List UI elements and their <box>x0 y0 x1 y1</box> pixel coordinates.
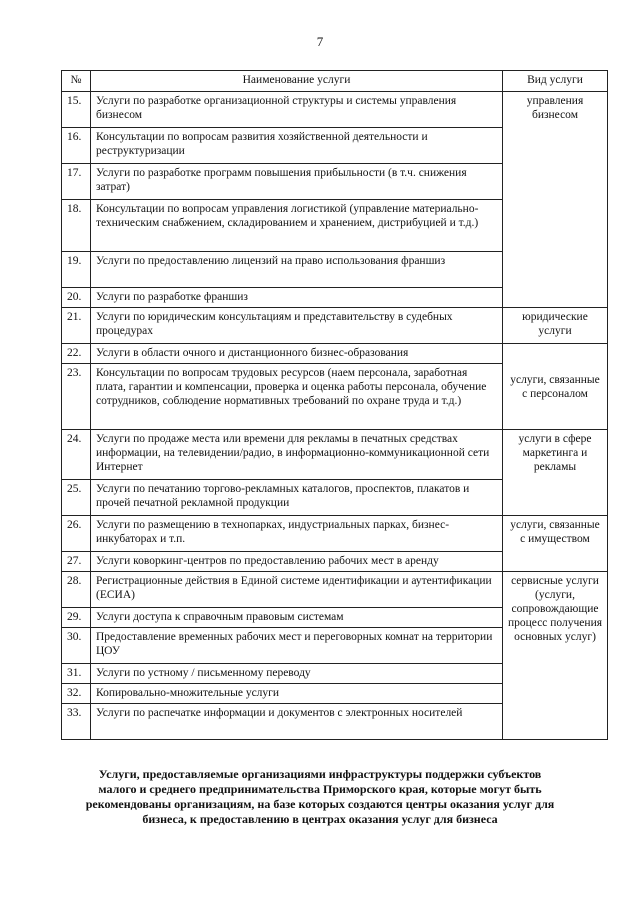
header-name: Наименование услуги <box>91 71 503 92</box>
table-header-row <box>62 71 608 92</box>
row-num: 15. <box>62 92 91 128</box>
service-kind: услуги в сфере маркетинга и рекламы <box>503 430 608 516</box>
row-name: Услуги по разработке программ повышения прибыльности (в т.ч. снижения затрат) <box>91 164 503 200</box>
row-num: 27. <box>62 552 91 572</box>
row-num: 22. <box>62 344 91 364</box>
row-name: Услуги по размещению в технопарках, индустриальных парках, бизнес-инкубаторах и т.п. <box>91 516 503 552</box>
row-num: 25. <box>62 480 91 516</box>
table-row <box>62 572 608 608</box>
service-kind: юридические услуги <box>503 308 608 344</box>
row-name: Консультации по вопросам трудовых ресурсов (наем персонала, заработная плата, гарантии и компенсации, проверка и оценка работы персонала, обучение сотрудников, соблюдение нормативных требований по охране труда и т.д.) <box>91 364 503 430</box>
header-num: № <box>62 71 91 92</box>
table-row <box>62 430 608 480</box>
service-kind: управления бизнесом <box>503 92 608 308</box>
row-num: 33. <box>62 704 91 740</box>
page-number: 7 <box>316 34 324 49</box>
row-name: Услуги по продаже места или времени для рекламы в печатных средствах информации, на телевидении/радио, в информационно-коммуникационной сети Интернет <box>91 430 503 480</box>
row-name: Услуги по разработке франшиз <box>91 288 503 308</box>
row-num: 28. <box>62 572 91 608</box>
row-name: Услуги по предоставлению лицензий на право использования франшиз <box>91 252 503 288</box>
row-name: Услуги по печатанию торгово-рекламных каталогов, проспектов, плакатов и прочей печатной рекламной продукции <box>91 480 503 516</box>
row-name: Консультации по вопросам управления логистикой (управление материально-техническим снабжением, складированием и хранением, дистрибуцией и т.д.) <box>91 200 503 252</box>
row-name: Услуги по юридическим консультациям и представительству в судебных процедурах <box>91 308 503 344</box>
row-num: 23. <box>62 364 91 430</box>
header-kind: Вид услуги <box>503 71 608 92</box>
row-num: 29. <box>62 608 91 628</box>
row-name: Услуги по распечатке информации и документов с электронных носителей <box>91 704 503 740</box>
services-table <box>61 70 608 740</box>
table-row <box>62 308 608 344</box>
table-row <box>62 92 608 128</box>
row-num: 21. <box>62 308 91 344</box>
row-num: 19. <box>62 252 91 288</box>
row-name: Предоставление временных рабочих мест и переговорных комнат на территории ЦОУ <box>91 628 503 664</box>
row-name: Регистрационные действия в Единой системе идентификации и аутентификации (ЕСИА) <box>91 572 503 608</box>
row-num: 31. <box>62 664 91 684</box>
service-kind: сервисные услуги (услуги, сопровождающие процесс получения основных услуг) <box>503 572 608 740</box>
row-num: 32. <box>62 684 91 704</box>
section-heading: Услуги, предоставляемые организациями инфраструктуры поддержки субъектов малого и среднего предпринимательства Приморского края, которые могут быть рекомендованы организациям, на базе которых создаются центры оказания услуг для бизнеса, к предоставлению в центрах оказания услуг для бизнеса <box>85 767 555 826</box>
row-num: 17. <box>62 164 91 200</box>
table-row <box>62 516 608 552</box>
row-num: 30. <box>62 628 91 664</box>
service-kind: услуги, связанные с персоналом <box>503 344 608 430</box>
table-row <box>62 344 608 364</box>
row-name: Услуги по устному / письменному переводу <box>91 664 503 684</box>
row-num: 20. <box>62 288 91 308</box>
row-name: Услуги по разработке организационной структуры и системы управления бизнесом <box>91 92 503 128</box>
row-num: 26. <box>62 516 91 552</box>
row-name: Консультации по вопросам развития хозяйственной деятельности и реструктуризации <box>91 128 503 164</box>
row-name: Услуги доступа к справочным правовым системам <box>91 608 503 628</box>
row-num: 24. <box>62 430 91 480</box>
row-name: Услуги коворкинг-центров по предоставлению рабочих мест в аренду <box>91 552 503 572</box>
row-num: 16. <box>62 128 91 164</box>
row-num: 18. <box>62 200 91 252</box>
row-name: Копировально-множительные услуги <box>91 684 503 704</box>
row-name: Услуги в области очного и дистанционного бизнес-образования <box>91 344 503 364</box>
service-kind: услуги, связанные с имуществом <box>503 516 608 572</box>
